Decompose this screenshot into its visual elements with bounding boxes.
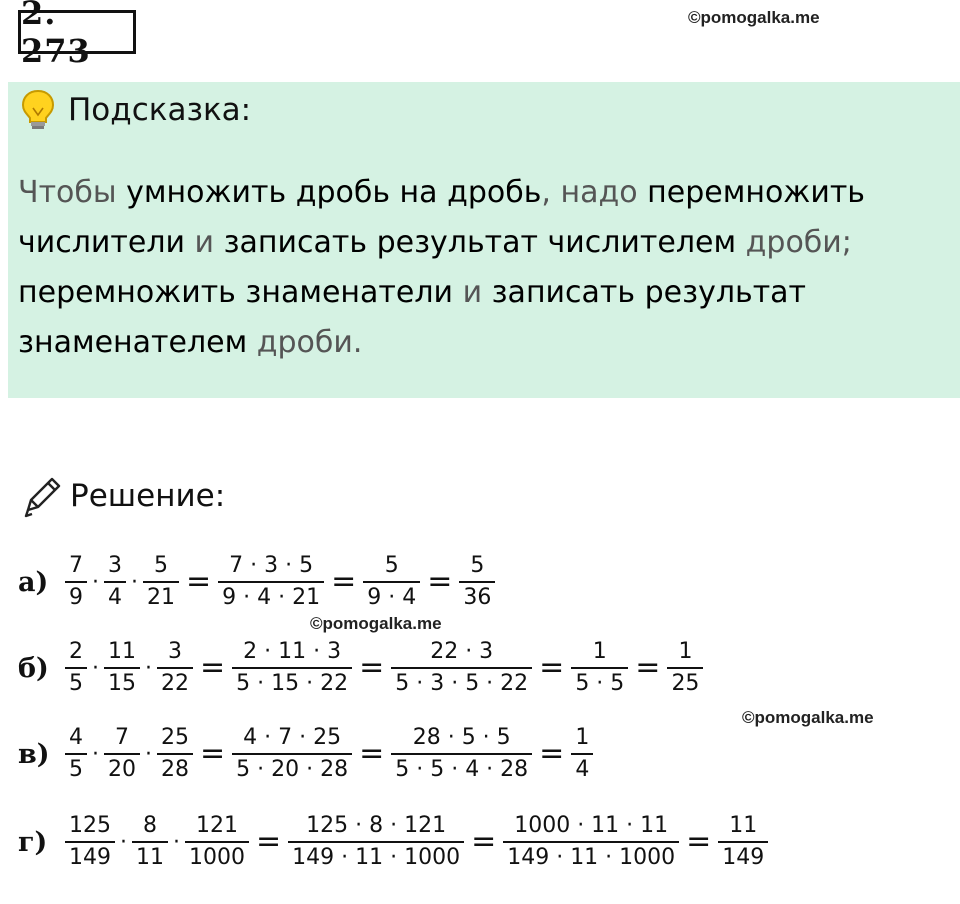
numerator: 4 · 7 · 25 xyxy=(243,725,342,750)
fraction xyxy=(104,723,140,785)
denominator: 149 xyxy=(69,845,111,870)
hint-emphasis: перемножить знаменатели xyxy=(18,275,454,310)
denominator: 1000 xyxy=(189,845,245,870)
multiply-sign: · xyxy=(120,829,127,855)
equals-sign: = xyxy=(471,824,497,859)
fraction xyxy=(459,551,495,613)
fraction xyxy=(288,811,464,873)
equals-sign: = xyxy=(359,650,385,685)
fraction xyxy=(157,637,193,699)
multiply-sign: · xyxy=(145,741,152,767)
numerator: 3 xyxy=(168,639,182,664)
numerator: 11 xyxy=(729,813,758,838)
denominator: 15 xyxy=(108,671,136,696)
denominator: 9 · 4 xyxy=(367,585,417,610)
watermark: ©pomogalka.me xyxy=(310,614,442,633)
denominator: 11 xyxy=(136,845,164,870)
multiply-sign: · xyxy=(92,655,99,681)
equals-sign: = xyxy=(200,736,226,771)
denominator: 149 · 11 · 1000 xyxy=(292,845,461,870)
solution-title: Решение: xyxy=(70,478,226,514)
equals-sign: = xyxy=(427,564,453,599)
fraction xyxy=(65,637,87,699)
hint-emphasis: перемножить числители xyxy=(18,175,865,260)
denominator: 5 · 5 xyxy=(575,671,625,696)
numerator: 125 xyxy=(69,813,111,838)
hint-segment: Чтобы xyxy=(18,175,127,210)
denominator: 28 xyxy=(161,757,189,782)
denominator: 5 · 20 · 28 xyxy=(236,757,349,782)
fraction xyxy=(143,551,179,613)
fraction xyxy=(232,637,352,699)
numerator: 2 · 11 · 3 xyxy=(243,639,342,664)
solution-row xyxy=(18,718,596,790)
numerator: 5 xyxy=(384,553,399,578)
fraction xyxy=(391,723,532,785)
multiply-sign: · xyxy=(92,569,99,595)
denominator: 5 · 15 · 22 xyxy=(236,671,349,696)
equals-sign: = xyxy=(539,736,565,771)
denominator: 5 xyxy=(69,671,83,696)
numerator: 22 · 3 xyxy=(430,639,494,664)
hint-segment: дроби; xyxy=(736,225,852,260)
task-number: 2. 273 xyxy=(18,10,136,54)
denominator: 4 xyxy=(108,585,122,610)
numerator: 8 xyxy=(143,813,157,838)
denominator: 5 · 5 · 4 · 28 xyxy=(395,757,529,782)
fraction xyxy=(571,637,628,699)
fraction xyxy=(104,637,140,699)
watermark: ©pomogalka.me xyxy=(742,708,874,727)
hint-segment: , надо xyxy=(541,175,648,210)
equals-sign: = xyxy=(186,564,212,599)
numerator: 121 xyxy=(196,813,238,838)
fraction xyxy=(157,723,193,785)
solution-row xyxy=(18,806,771,878)
fraction xyxy=(718,811,768,873)
equals-sign: = xyxy=(635,650,661,685)
numerator: 7 · 3 · 5 xyxy=(229,553,314,578)
numerator: 4 xyxy=(69,725,83,750)
multiply-sign: · xyxy=(173,829,180,855)
numerator: 1 xyxy=(575,725,590,750)
denominator: 9 xyxy=(69,585,83,610)
fraction xyxy=(571,723,593,785)
denominator: 4 xyxy=(575,757,590,782)
watermark: ©pomogalka.me xyxy=(688,8,820,27)
equals-sign: = xyxy=(331,564,357,599)
row-letter: г) xyxy=(18,826,48,858)
fraction xyxy=(667,637,703,699)
row-letter: б) xyxy=(18,652,49,684)
fraction xyxy=(232,723,352,785)
fraction xyxy=(132,811,168,873)
denominator: 25 xyxy=(671,671,700,696)
fraction xyxy=(363,551,420,613)
denominator: 149 · 11 · 1000 xyxy=(507,845,676,870)
equals-sign: = xyxy=(200,650,226,685)
row-letter: в) xyxy=(18,738,50,770)
fraction xyxy=(65,811,115,873)
denominator: 36 xyxy=(463,585,492,610)
numerator: 1 xyxy=(678,639,693,664)
hint-segment: дроби. xyxy=(247,325,363,360)
fraction xyxy=(65,723,87,785)
denominator: 21 xyxy=(147,585,175,610)
numerator: 125 · 8 · 121 xyxy=(306,813,447,838)
numerator: 2 xyxy=(69,639,83,664)
hint-emphasis: записать результат числителем xyxy=(223,225,737,260)
fraction xyxy=(185,811,249,873)
fraction xyxy=(391,637,532,699)
pencil-icon xyxy=(18,472,66,520)
equals-sign: = xyxy=(686,824,712,859)
numerator: 5 xyxy=(470,553,485,578)
hint-segment: и xyxy=(185,225,224,260)
numerator: 25 xyxy=(161,725,189,750)
numerator: 28 · 5 · 5 xyxy=(412,725,511,750)
equals-sign: = xyxy=(539,650,565,685)
numerator: 1000 · 11 · 11 xyxy=(514,813,669,838)
denominator: 20 xyxy=(108,757,136,782)
lightbulb-icon xyxy=(18,88,58,132)
hint-title: Подсказка: xyxy=(68,92,252,128)
fraction xyxy=(104,551,126,613)
fraction xyxy=(503,811,679,873)
multiply-sign: · xyxy=(145,655,152,681)
solution-row xyxy=(18,546,498,618)
fraction xyxy=(65,551,87,613)
multiply-sign: · xyxy=(92,741,99,767)
denominator: 5 xyxy=(69,757,83,782)
denominator: 149 xyxy=(722,845,765,870)
denominator: 9 · 4 · 21 xyxy=(222,585,321,610)
equals-sign: = xyxy=(359,736,385,771)
denominator: 5 · 3 · 5 · 22 xyxy=(395,671,529,696)
hint-emphasis: умножить дробь на дробь xyxy=(126,175,542,210)
hint-emphasis: записать результат знаменателем xyxy=(18,275,807,360)
numerator: 11 xyxy=(108,639,136,664)
numerator: 3 xyxy=(108,553,122,578)
numerator: 1 xyxy=(592,639,607,664)
hint-segment: и xyxy=(453,275,492,310)
multiply-sign: · xyxy=(131,569,138,595)
numerator: 5 xyxy=(154,553,168,578)
solution-row xyxy=(18,632,706,704)
equals-sign: = xyxy=(256,824,282,859)
denominator: 22 xyxy=(161,671,189,696)
numerator: 7 xyxy=(69,553,83,578)
fraction xyxy=(218,551,324,613)
row-letter: а) xyxy=(18,566,49,598)
numerator: 7 xyxy=(115,725,129,750)
hint-text xyxy=(18,168,948,368)
